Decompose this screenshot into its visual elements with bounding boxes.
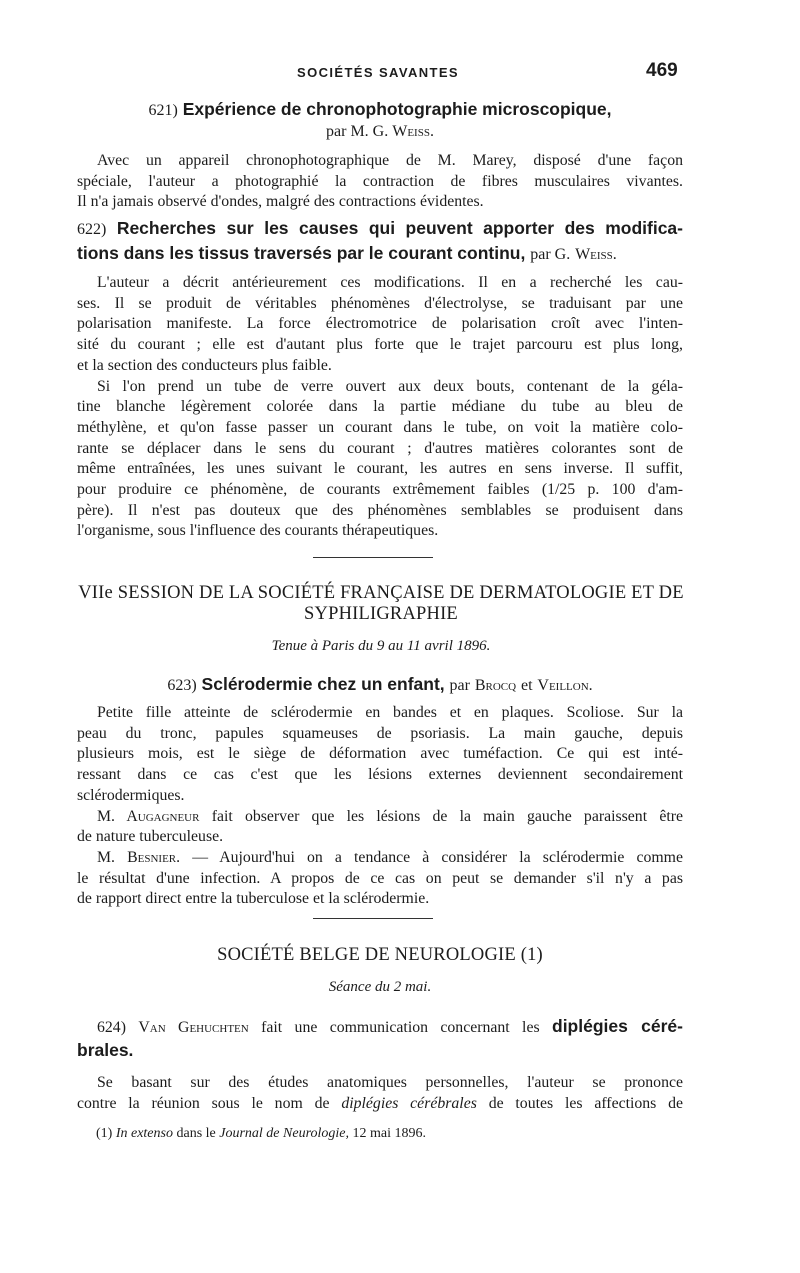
section-subtitle: Séance du 2 mai. bbox=[328, 979, 432, 995]
text-line: polarisation manifeste. La force électromotrice de polarisation croît avec l'inten- bbox=[77, 315, 683, 333]
text-line: ressant dans ce cas c'est que les lésions externes deviennent secondairement bbox=[77, 766, 683, 784]
entry-title: Expérience de chronophotographie microscopique, bbox=[182, 99, 612, 119]
entry-intro-text: fait une communication concernant les bbox=[261, 1019, 540, 1036]
entry-622-heading-line2 bbox=[77, 243, 683, 265]
text-line: père). Il n'est pas douteux que des phénomènes semblables se produisent dans bbox=[77, 501, 683, 519]
entry-621-paragraph bbox=[77, 151, 683, 213]
text-line: de rapport direct entre la tuberculose et la sclérodermie. bbox=[77, 890, 430, 908]
text-line: ses. Il se produit de véritables phénomènes d'électrolyse, se traduisant par une bbox=[77, 294, 683, 312]
author-prefix: par M. G. bbox=[326, 123, 389, 140]
entry-number: 621) bbox=[148, 102, 178, 119]
entry-623-heading bbox=[77, 674, 683, 696]
text-line: Avec un appareil chronophotographique de M. Marey, disposé d'une façon bbox=[97, 152, 683, 169]
speaker-name: M. Besnier. bbox=[97, 848, 181, 866]
entry-title-part2: tions dans les tissus traversés par le courant continu, bbox=[77, 243, 526, 263]
running-title: SOCIÉTÉS SAVANTES bbox=[297, 65, 460, 80]
section-title-line1 bbox=[60, 583, 702, 604]
entry-623-paragraph-2 bbox=[77, 807, 683, 848]
footnote bbox=[96, 1126, 702, 1142]
text-line: L'auteur a décrit antérieurement ces modifications. Il en a recherché les cau- bbox=[97, 274, 683, 291]
entry-624-heading-line1 bbox=[77, 1015, 683, 1039]
text-line: peau du tronc, papules squameuses de psoriasis. La main gauche, depuis bbox=[77, 724, 683, 742]
section-divider bbox=[313, 918, 433, 919]
entry-title-part1: diplégies céré- bbox=[552, 1016, 683, 1036]
author-name: Brocq bbox=[474, 677, 517, 694]
entry-621-author-line bbox=[77, 122, 683, 142]
author-prefix: par G. bbox=[530, 246, 571, 263]
page-number: 469 bbox=[646, 60, 678, 81]
entry-622-paragraph-1 bbox=[77, 273, 683, 377]
entry-624-heading-line2 bbox=[77, 1039, 683, 1063]
footnote-date: 12 mai 1896. bbox=[352, 1126, 426, 1141]
author-name: Veillon. bbox=[537, 677, 593, 694]
entry-number: 624) bbox=[97, 1019, 126, 1036]
speaker-text: — Aujourd'hui on a tendance à considérer la sclérodermie comme bbox=[192, 848, 683, 866]
section-title: SOCIÉTÉ BELGE DE NEUROLOGIE (1) bbox=[217, 945, 543, 965]
text-line: même entraînées, les unes suivant le courant, les autres en sens inverse. Il suffit, bbox=[77, 460, 683, 478]
entry-623-paragraph-3 bbox=[77, 848, 683, 910]
text-line: méthylène, et qu'on fasse passer un courant dans le tube, on voit la matière colo- bbox=[77, 418, 683, 436]
text-line: Il n'a jamais observé d'ondes, malgré des contractions évidentes. bbox=[77, 193, 484, 211]
text-segment: de toutes les affections de bbox=[488, 1094, 684, 1112]
text-line: tine blanche légèrement colorée dans la partie médiane du tube au bleu de bbox=[77, 398, 683, 416]
text-line: Si l'on prend un tube de verre ouvert aux deux bouts, contenant de la géla- bbox=[97, 377, 683, 395]
section-subtitle: Tenue à Paris du 9 au 11 avril 1896. bbox=[271, 638, 491, 654]
speaker-name: M. Augagneur bbox=[97, 807, 200, 825]
entry-624-paragraph bbox=[77, 1073, 683, 1114]
text-line: et la section des conducteurs plus faible. bbox=[77, 356, 332, 374]
text-line bbox=[77, 1094, 683, 1115]
footnote-text: dans le bbox=[176, 1126, 216, 1141]
section-neurologie bbox=[77, 945, 683, 996]
author-name: Van Gehuchten bbox=[138, 1019, 249, 1036]
section-title-line2 bbox=[60, 604, 702, 625]
text-line: l'organisme, sous l'influence des courants thérapeutiques. bbox=[77, 522, 439, 540]
text-line: Se basant sur des études anatomiques personnelles, l'auteur se prononce bbox=[97, 1074, 683, 1091]
author-name: Weiss. bbox=[392, 123, 434, 140]
text-line: spéciale, l'auteur a photographié la contraction de fibres musculaires vivantes. bbox=[77, 172, 683, 190]
text-line: le résultat d'une infection. A propos de ce cas on peut se demander s'il n'y a pas bbox=[77, 869, 683, 887]
text-line bbox=[77, 848, 683, 869]
entry-number: 623) bbox=[167, 677, 197, 694]
section-divider bbox=[313, 557, 433, 558]
entry-title-part1: Recherches sur les causes qui peuvent apporter des modifica- bbox=[116, 218, 683, 238]
entry-title: Sclérodermie chez un enfant, bbox=[201, 674, 445, 694]
author-prefix: par bbox=[449, 677, 470, 694]
entry-623-paragraph-1 bbox=[77, 703, 683, 807]
entry-622 bbox=[77, 218, 683, 542]
footnote-journal: Journal de Neurologie, bbox=[219, 1126, 349, 1141]
italic-term: diplégies cérébrales bbox=[341, 1094, 477, 1112]
entry-622-heading-line1 bbox=[77, 218, 683, 240]
text-segment: contre la réunion sous le nom de bbox=[77, 1094, 330, 1112]
section-title-text: VIIe SESSION DE LA SOCIÉTÉ FRANÇAISE DE DERMATOLOGIE ET DE bbox=[78, 583, 684, 603]
text-line bbox=[77, 807, 683, 828]
conjunction: et bbox=[520, 677, 533, 694]
text-line: rante se déplacer dans le sens du courant ; d'autres matières colorantes sont de bbox=[77, 439, 683, 457]
text-line: Petite fille atteinte de sclérodermie en bandes et en plaques. Scoliose. Sur la bbox=[97, 704, 683, 721]
author-name: Weiss. bbox=[575, 246, 617, 263]
footnote-italic: In extenso bbox=[115, 1126, 173, 1141]
text-line: sclérodermiques. bbox=[77, 786, 185, 804]
footnote-marker: (1) bbox=[96, 1126, 113, 1141]
entry-number: 622) bbox=[77, 221, 107, 238]
text-line: plusieurs mois, est le siège de déformation avec tuméfaction. Ce qui est inté- bbox=[77, 745, 683, 763]
entry-621-heading bbox=[77, 99, 683, 121]
entry-622-paragraph-2 bbox=[77, 377, 683, 543]
entry-624 bbox=[77, 1015, 683, 1114]
entry-title-part2: brales. bbox=[77, 1040, 134, 1060]
text-line: de nature tuberculeuse. bbox=[77, 828, 224, 846]
running-head bbox=[0, 62, 800, 84]
section-dermatologie bbox=[60, 583, 702, 655]
section-title-text: SYPHILIGRAPHIE bbox=[304, 604, 458, 624]
speaker-text: fait observer que les lésions de la main gauche paraissent être bbox=[211, 807, 683, 825]
text-line: pour produire ce phénomène, de courants extrêmement faibles (1/25 p. 100 d'am- bbox=[77, 481, 683, 499]
entry-621 bbox=[77, 99, 683, 213]
entry-623 bbox=[77, 674, 683, 910]
text-line: sité du courant ; elle est d'autant plus forte que le trajet parcouru est plus long, bbox=[77, 336, 683, 354]
